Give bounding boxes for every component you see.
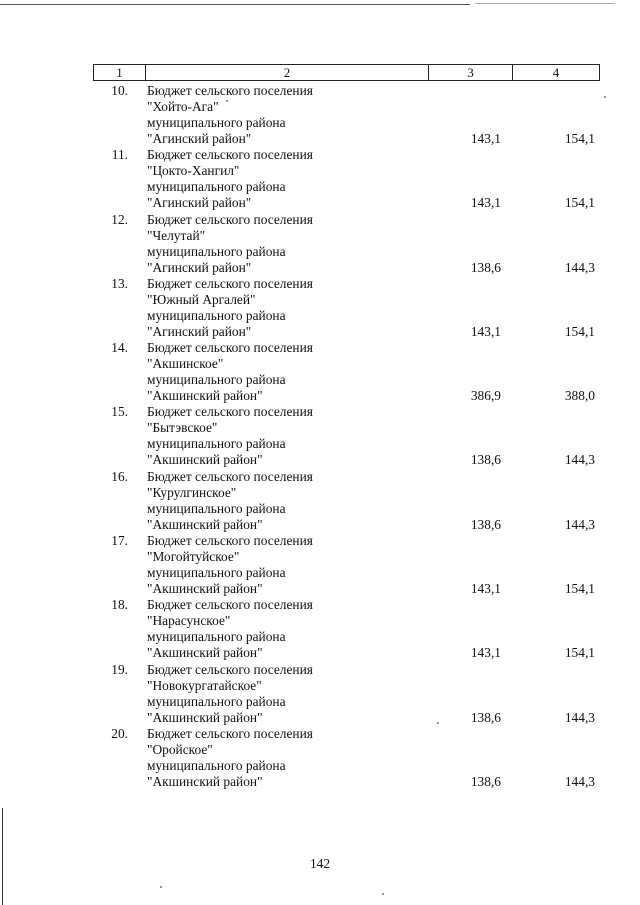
scan-speck [226, 100, 228, 102]
scan-artifact-line [0, 4, 470, 5]
row-number: 13. [111, 275, 128, 291]
row-number: 12. [111, 211, 128, 227]
row-number: 18. [111, 597, 128, 613]
row-description [147, 212, 313, 276]
value-column-4: 144,3 [564, 773, 595, 789]
value-column-4: 144,3 [564, 259, 595, 275]
value-column-4: 154,1 [564, 645, 595, 661]
table-row [93, 404, 603, 468]
description-line: муниципального района [147, 243, 286, 259]
column-header-2: 2 [146, 65, 429, 81]
value-column-4: 154,1 [564, 195, 595, 211]
row-number: 10. [111, 83, 128, 98]
column-header-4: 4 [513, 65, 600, 81]
description-line: "Хойто-Ага" [147, 99, 219, 114]
description-line: муниципального района [147, 565, 286, 581]
value-column-3: 143,1 [470, 581, 501, 597]
description-line: "Акшинский район" [147, 645, 263, 661]
row-number: 19. [111, 661, 128, 677]
description-line: Бюджет сельского поселения [147, 147, 313, 163]
scan-speck [604, 96, 606, 98]
description-line: "Агинский район" [147, 131, 252, 146]
row-number: 15. [111, 404, 128, 420]
row-number: 20. [111, 725, 128, 741]
description-line: Бюджет сельского поселения [147, 83, 313, 98]
value-column-4: 144,3 [564, 709, 595, 725]
value-column-3: 138,6 [470, 773, 501, 789]
description-line: "Курулгинское" [147, 484, 237, 500]
value-column-4: 144,3 [564, 452, 595, 468]
description-line: муниципального района [147, 115, 286, 130]
description-line: "Оройское" [147, 741, 213, 757]
row-description [147, 147, 313, 211]
description-line: Бюджет сельского поселения [147, 725, 313, 741]
value-column-4: 388,0 [564, 388, 595, 404]
description-line: "Агинский район" [147, 195, 252, 211]
table-row [93, 212, 603, 276]
column-header-3: 3 [429, 65, 513, 81]
row-description [147, 597, 313, 661]
row-description [147, 83, 313, 147]
description-line: Бюджет сельского поселения [147, 404, 313, 420]
scan-artifact-line [475, 3, 615, 4]
table-row [93, 662, 603, 726]
row-number: 11. [111, 147, 128, 163]
value-column-3: 143,1 [470, 645, 501, 661]
value-column-3: 138,6 [470, 259, 501, 275]
description-line: Бюджет сельского поселения [147, 340, 313, 356]
table-row [93, 469, 603, 533]
value-column-4: 154,1 [564, 581, 595, 597]
value-column-3: 386,9 [470, 388, 501, 404]
table-row [93, 276, 603, 340]
value-column-3: 143,1 [470, 323, 501, 339]
description-line: Бюджет сельского поселения [147, 468, 313, 484]
row-description [147, 726, 313, 790]
table-header [93, 64, 600, 81]
table-row [93, 340, 603, 404]
row-description [147, 469, 313, 533]
row-description [147, 276, 313, 340]
description-line: Бюджет сельского поселения [147, 275, 313, 291]
value-column-4: 154,1 [564, 131, 595, 146]
description-line: "Нарасунское" [147, 613, 231, 629]
description-line: "Челутай" [147, 227, 206, 243]
description-line: муниципального района [147, 307, 286, 323]
description-line: Бюджет сельского поселения [147, 533, 313, 549]
description-line: Бюджет сельского поселения [147, 211, 313, 227]
row-number: 17. [111, 533, 128, 549]
row-description [147, 533, 313, 597]
description-line: "Акшинский район" [147, 581, 263, 597]
description-line: "Агинский район" [147, 323, 252, 339]
description-line: "Акшинский район" [147, 388, 263, 404]
scan-speck [382, 893, 384, 895]
value-column-3: 143,1 [470, 131, 501, 146]
description-line: "Акшинский район" [147, 709, 263, 725]
table-body [93, 83, 603, 790]
description-line: "Агинский район" [147, 259, 252, 275]
description-line: "Акшинский район" [147, 452, 263, 468]
description-line: муниципального района [147, 500, 286, 516]
description-line: "Бытэвское" [147, 420, 218, 436]
description-line: муниципального района [147, 757, 286, 773]
row-number: 16. [111, 468, 128, 484]
description-line: "Цокто-Хангил" [147, 163, 240, 179]
value-column-4: 144,3 [564, 516, 595, 532]
description-line: "Могойтуйское" [147, 549, 240, 565]
description-line: муниципального района [147, 436, 286, 452]
table-row [93, 597, 603, 661]
value-column-3: 138,6 [470, 709, 501, 725]
description-line: "Новокургатайское" [147, 677, 262, 693]
scan-speck [437, 722, 439, 724]
row-description [147, 340, 313, 404]
description-line: муниципального района [147, 629, 286, 645]
table-row [93, 83, 603, 147]
value-column-3: 143,1 [470, 195, 501, 211]
row-description [147, 662, 313, 726]
value-column-3: 138,6 [470, 516, 501, 532]
row-description [147, 404, 313, 468]
description-line: муниципального района [147, 372, 286, 388]
row-number: 14. [111, 340, 128, 356]
table-row [93, 726, 603, 790]
table-row [93, 533, 603, 597]
description-line: "Акшинское" [147, 356, 224, 372]
description-line: "Южный Аргалей" [147, 291, 256, 307]
value-column-3: 138,6 [470, 452, 501, 468]
description-line: Бюджет сельского поселения [147, 597, 313, 613]
description-line: Бюджет сельского поселения [147, 661, 313, 677]
description-line: муниципального района [147, 693, 286, 709]
value-column-4: 154,1 [564, 323, 595, 339]
scan-speck [160, 886, 162, 888]
description-line: "Акшинский район" [147, 773, 263, 789]
table-row [93, 147, 603, 211]
description-line: муниципального района [147, 179, 286, 195]
column-header-1: 1 [94, 65, 146, 81]
page-number: 142 [309, 856, 331, 871]
description-line: "Акшинский район" [147, 516, 263, 532]
